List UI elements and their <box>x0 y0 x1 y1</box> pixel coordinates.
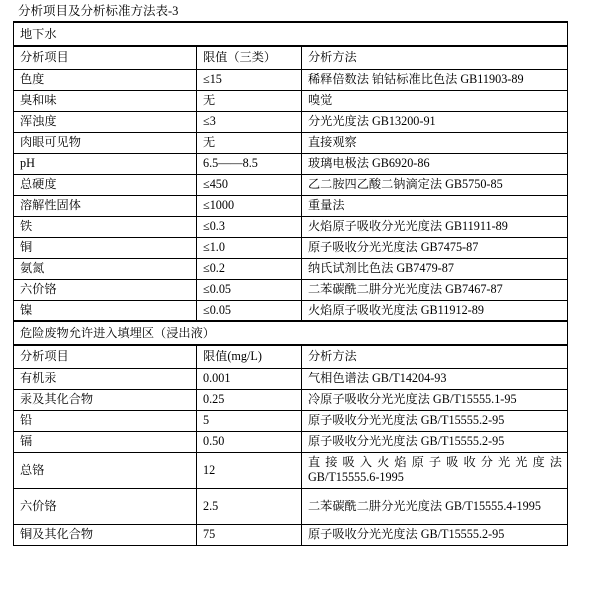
table-row <box>14 195 568 216</box>
cell-limit-value: 0.001 <box>197 368 302 389</box>
section-banner-row <box>14 22 568 46</box>
cell-analysis-method: 重量法 <box>302 195 568 216</box>
cell-analysis-method: 原子吸收分光光度法 GB/T15555.2-95 <box>302 431 568 452</box>
cell-limit-value: ≤450 <box>197 174 302 195</box>
cell-analysis-item: 总硬度 <box>14 174 197 195</box>
cell-analysis-method: 稀释倍数法 铂钴标准比色法 GB11903-89 <box>302 69 568 90</box>
cell-analysis-method: 原子吸收分光光度法 GB7475-87 <box>302 237 568 258</box>
cell-analysis-method: 直接吸入火焰原子吸收分光光度法 GB/T15555.6-1995 <box>302 452 568 488</box>
cell-limit-value: ≤0.05 <box>197 300 302 321</box>
cell-analysis-method: 纳氏试剂比色法 GB7479-87 <box>302 258 568 279</box>
cell-limit-value: ≤1.0 <box>197 237 302 258</box>
cell-analysis-item: 镍 <box>14 300 197 321</box>
column-header-row <box>14 46 568 69</box>
cell-analysis-item: 铁 <box>14 216 197 237</box>
cell-analysis-method: 气相色谱法 GB/T14204-93 <box>302 368 568 389</box>
table-row <box>14 69 568 90</box>
cell-limit-value: ≤0.05 <box>197 279 302 300</box>
column-header-method: 分析方法 <box>302 46 568 69</box>
cell-limit-value: ≤3 <box>197 111 302 132</box>
cell-analysis-item: 汞及其化合物 <box>14 389 197 410</box>
cell-analysis-item: 六价铬 <box>14 279 197 300</box>
table-body <box>14 22 568 545</box>
cell-analysis-item: 总铬 <box>14 452 197 488</box>
cell-limit-value: 无 <box>197 90 302 111</box>
section-banner-cell <box>14 321 568 345</box>
section-banner-row <box>14 321 568 345</box>
cell-analysis-method: 原子吸收分光光度法 GB/T15555.2-95 <box>302 410 568 431</box>
column-header-item: 分析项目 <box>14 345 197 368</box>
column-header-method: 分析方法 <box>302 345 568 368</box>
table-row <box>14 90 568 111</box>
table-row <box>14 237 568 258</box>
cell-limit-value: ≤0.3 <box>197 216 302 237</box>
table-row <box>14 300 568 321</box>
page-title: 分析项目及分析标准方法表-3 <box>18 4 179 18</box>
column-header-row <box>14 345 568 368</box>
cell-analysis-item: 铅 <box>14 410 197 431</box>
cell-analysis-item: 浑浊度 <box>14 111 197 132</box>
cell-limit-value: ≤15 <box>197 69 302 90</box>
cell-analysis-method: 直接观察 <box>302 132 568 153</box>
cell-analysis-method: 二苯碳酰二肼分光光度法 GB/T15555.4-1995 <box>302 488 568 524</box>
cell-limit-value: 无 <box>197 132 302 153</box>
table-row <box>14 132 568 153</box>
cell-limit-value: ≤0.2 <box>197 258 302 279</box>
cell-analysis-method: 火焰原子吸收光度法 GB11912-89 <box>302 300 568 321</box>
table-row <box>14 452 568 488</box>
table-row <box>14 431 568 452</box>
cell-analysis-item: 氨氮 <box>14 258 197 279</box>
cell-analysis-method: 原子吸收分光光度法 GB/T15555.2-95 <box>302 524 568 545</box>
cell-limit-value: 2.5 <box>197 488 302 524</box>
cell-analysis-item: 臭和味 <box>14 90 197 111</box>
cell-analysis-item: 六价铬 <box>14 488 197 524</box>
table-row <box>14 279 568 300</box>
cell-analysis-method: 玻璃电极法 GB6920-86 <box>302 153 568 174</box>
table-row <box>14 368 568 389</box>
cell-limit-value: 6.5——8.5 <box>197 153 302 174</box>
cell-analysis-item: 肉眼可见物 <box>14 132 197 153</box>
cell-limit-value: 5 <box>197 410 302 431</box>
cell-limit-value: 0.25 <box>197 389 302 410</box>
cell-analysis-item: 铜 <box>14 237 197 258</box>
column-header-limit: 限值(mg/L) <box>197 345 302 368</box>
table-row <box>14 258 568 279</box>
table-row <box>14 153 568 174</box>
cell-analysis-item: 色度 <box>14 69 197 90</box>
section-banner-cell <box>14 22 568 46</box>
column-header-limit: 限值（三类） <box>197 46 302 69</box>
table-row <box>14 488 568 524</box>
table-row <box>14 216 568 237</box>
table-row <box>14 111 568 132</box>
cell-analysis-method: 二苯碳酰二肼分光光度法 GB7467-87 <box>302 279 568 300</box>
cell-analysis-item: 有机汞 <box>14 368 197 389</box>
cell-analysis-method: 火焰原子吸收分光光度法 GB11911-89 <box>302 216 568 237</box>
cell-limit-value: 12 <box>197 452 302 488</box>
cell-limit-value: ≤1000 <box>197 195 302 216</box>
analysis-standard-methods-table <box>13 21 568 546</box>
table-row <box>14 524 568 545</box>
cell-analysis-item: 镉 <box>14 431 197 452</box>
cell-analysis-method: 嗅觉 <box>302 90 568 111</box>
cell-analysis-method: 冷原子吸收分光光度法 GB/T15555.1-95 <box>302 389 568 410</box>
table-row <box>14 389 568 410</box>
section-banner-label: 地下水 <box>20 26 57 41</box>
cell-analysis-item: 铜及其化合物 <box>14 524 197 545</box>
table-row <box>14 410 568 431</box>
cell-analysis-item: 溶解性固体 <box>14 195 197 216</box>
table-row <box>14 174 568 195</box>
column-header-item: 分析项目 <box>14 46 197 69</box>
cell-limit-value: 0.50 <box>197 431 302 452</box>
section-banner-label: 危险废物允许进入填埋区（浸出液） <box>20 325 215 340</box>
cell-analysis-method: 乙二胺四乙酸二钠滴定法 GB5750-85 <box>302 174 568 195</box>
cell-analysis-method: 分光光度法 GB13200-91 <box>302 111 568 132</box>
cell-analysis-item: pH <box>14 153 197 174</box>
cell-limit-value: 75 <box>197 524 302 545</box>
